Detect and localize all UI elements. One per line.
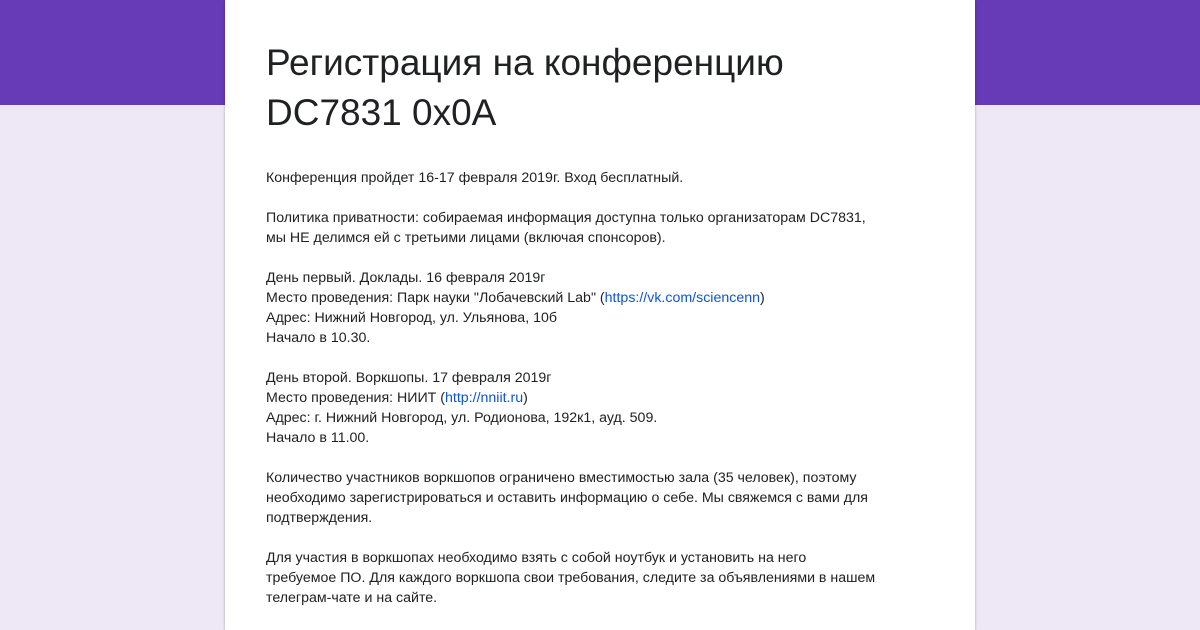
privacy-paragraph: [266, 208, 946, 248]
capacity-text-line-2: необходимо зарегистрироваться и оставить информацию о себе. Мы свяжемся с вами для: [266, 490, 868, 506]
day-two-venue-prefix: Место проведения: НИИТ (: [266, 390, 446, 406]
laptop-text-line-1: Для участия в воркшопах необходимо взять с собой ноутбук и установить на него: [266, 550, 807, 566]
day-one-venue-suffix: ): [760, 290, 765, 306]
day-one-heading: День первый. Доклады. 16 февраля 2019г: [266, 270, 546, 286]
form-description: [266, 168, 946, 628]
form-title-line-2: DC7831 0x0A: [266, 92, 497, 133]
day-one-venue: [266, 288, 946, 308]
day-two-start-time: Начало в 11.00.: [266, 430, 370, 446]
day-two-address: Адрес: г. Нижний Новгород, ул. Родионова, 192к1, ауд. 509.: [266, 410, 658, 426]
day-two-venue: [266, 388, 946, 408]
laptop-text-line-3: телеграм-чате и на сайте.: [266, 590, 438, 606]
capacity-paragraph: [266, 468, 946, 528]
day-two-paragraph: [266, 368, 946, 448]
form-title-line-1: Регистрация на конференцию: [266, 42, 784, 83]
privacy-text-line-1: Политика приватности: собираемая информация доступна только организаторам DC7831,: [266, 210, 866, 226]
laptop-requirements-paragraph: [266, 548, 946, 608]
day-one-start-time: Начало в 10.30.: [266, 330, 371, 346]
form-title: [266, 38, 946, 138]
day-one-venue-prefix: Место проведения: Парк науки "Лобачевский Lab" (: [266, 290, 605, 306]
privacy-text-line-2: мы НЕ делимся ей с третьими лицами (включая спонсоров).: [266, 230, 666, 246]
intro-text: Конференция пройдет 16-17 февраля 2019г. Вход бесплатный.: [266, 170, 684, 186]
laptop-text-line-2: требуемое ПО. Для каждого воркшопа свои требования, следите за объявлениями в нашем: [266, 570, 876, 586]
form-card: [225, 0, 975, 630]
day-one-address: Адрес: Нижний Новгород, ул. Ульянова, 10б: [266, 310, 557, 326]
capacity-text-line-1: Количество участников воркшопов ограничено вместимостью зала (35 человек), поэтому: [266, 470, 857, 486]
day-one-venue-link[interactable]: https://vk.com/sciencenn: [604, 290, 760, 306]
day-two-venue-link[interactable]: http://nniit.ru: [445, 390, 524, 406]
day-two-heading: День второй. Воркшопы. 17 февраля 2019г: [266, 370, 552, 386]
day-two-venue-suffix: ): [523, 390, 528, 406]
intro-paragraph: [266, 168, 946, 188]
day-one-paragraph: [266, 268, 946, 348]
capacity-text-line-3: подтверждения.: [266, 510, 373, 526]
